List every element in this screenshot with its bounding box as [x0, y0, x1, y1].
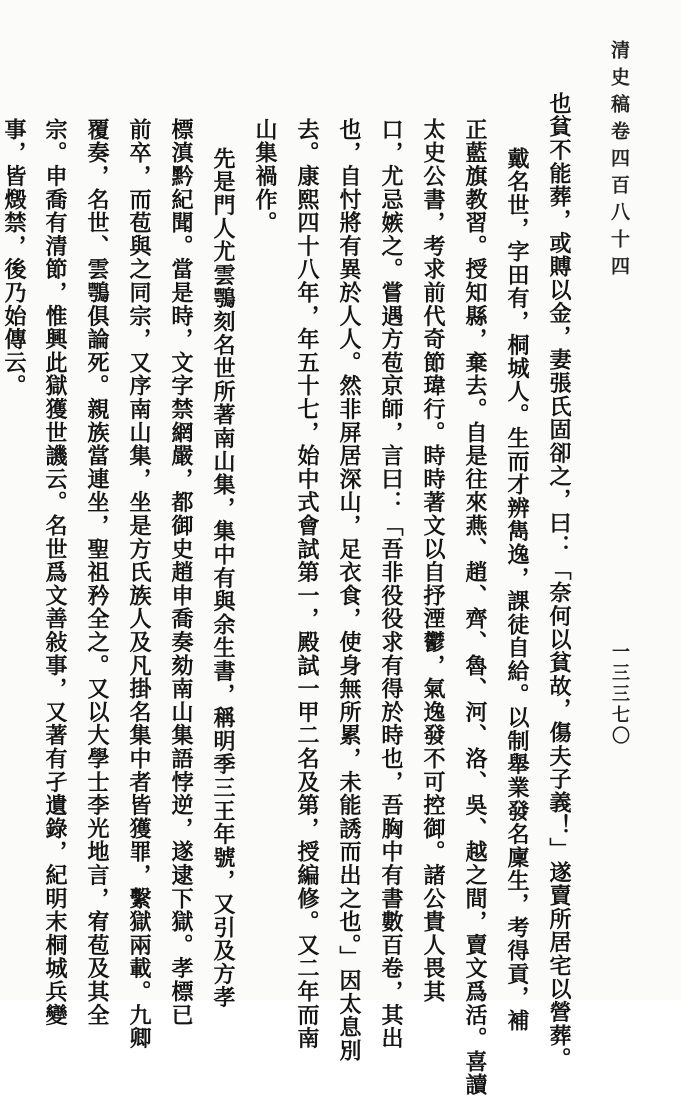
text-column-7: 去。康熙四十八年，年五十七，始中式會試第一，殿試一甲二名及第，授編修。又二年而南 — [294, 118, 320, 1050]
text-column-12: 覆奏，名世、雲鶚俱論死。親族當連坐，聖祖矜全之。又以大學士李光地言，宥苞及其全 — [84, 118, 110, 1027]
text-column-11: 前卒，而苞與之同宗，又序南山集，坐是方氏族人及凡掛名集中者皆獲罪，繫獄兩載。九卿 — [126, 118, 152, 1050]
text-column-2: 戴名世，字田有，桐城人。生而才辨雋逸，課徒自給。以制舉業發名廩生，考得貢，補 — [504, 147, 530, 1033]
text-column-1: 也貧不能葬，或賻以金，妻張氏固卻之，曰：「奈何以貧故，傷夫子義！」遂賣所居宅以營葬。 — [546, 92, 572, 1071]
text-column-5: 口，尤忌嫉之。嘗遇方苞京師，言曰：「吾非役役求有得於時也，吾胸中有書數百卷，其出 — [378, 118, 404, 1050]
text-column-14: 事，皆燬禁，後乃始傳云。 — [1, 118, 27, 398]
text-column-8: 山集禍作。 — [252, 118, 278, 235]
text-column-4: 太史公書，考求前代奇節瑋行。時時著文以自抒湮鬱，氣逸發不可控御。諸公貴人畏其 — [420, 118, 446, 1004]
page-number: 一三三七〇 — [609, 642, 630, 747]
text-column-9: 先是門人尤雲鶚刻名世所著南山集，集中有與余生書，稱明季三王年號，又引及方孝 — [210, 147, 236, 1010]
text-column-6: 也，自忖將有異於人人。然非屏居深山，足衣食，使身無所累，未能誘而出之也。」因太息別 — [336, 118, 362, 1063]
text-column-3: 正藍旗教習。授知縣，棄去。自是往來燕、趙、齊、魯、河、洛、吳、越之間，賣文爲活。喜讀 — [462, 118, 488, 1097]
running-header-title: 清史稿卷四百八十四 — [608, 40, 630, 283]
text-column-13: 宗。申喬有清節，惟興此獄獲世譏云。名世爲文善敍事，又著有孑遺錄，紀明末桐城兵變 — [42, 118, 68, 1027]
text-column-10: 標滇黔紀聞。當是時，文字禁網嚴，都御史趙申喬奏劾南山集語悖逆，遂逮下獄。孝標已 — [168, 118, 194, 1027]
